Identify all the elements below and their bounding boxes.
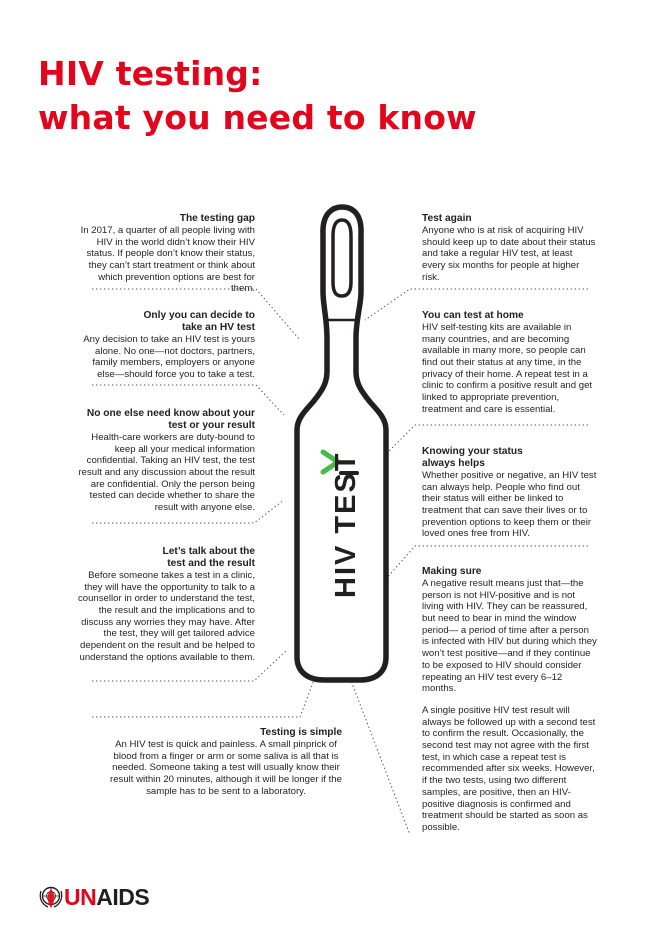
- section-no-one-else: [75, 408, 255, 514]
- device-outline: [297, 207, 386, 680]
- section-body-continued: A single positive HIV test result will always be followed up with a second test to confirm the result. Occasionally, the second test may not agree with the first test, in which case a repeat test is recommended after six weeks. However, if the two tests, using two different samples, are positive, then an HIV-positive diagnosis is confirmed and treatment should be started as soon as possible.: [422, 704, 596, 833]
- section-decide: [75, 310, 255, 381]
- swab-tip-inner: [333, 220, 351, 296]
- section-heading: Only you can decide to take an HV test: [143, 310, 255, 333]
- section-body: Before someone takes a test in a clinic, they will have the opportunity to talk to a counsellor in order to understand the test, the result and the implications and to discuss any worries they may have. After the test, they will get tailored advice dependent on the result and be helped to understand the options available to them.: [77, 569, 255, 663]
- leader-line: [350, 678, 410, 835]
- section-heading: No one else need know about your test or your result: [86, 408, 255, 431]
- title-line-2: what you need to know: [38, 98, 477, 137]
- section-body: Health-care workers are duty-bound to keep all your medical information confidential. Taking an HIV test, the test result and any discussion about the result are confidential. Only the person being tested can decide whether to share the result with anyone else.: [78, 431, 255, 514]
- section-talk: [75, 546, 255, 663]
- section-heading: The testing gap: [179, 213, 255, 224]
- section-heading: Let’s talk about the test and the result: [162, 546, 255, 569]
- device-label: HIV TEST: [330, 451, 362, 598]
- section-body: HIV self-testing kits are available in many countries, and are becoming available in many more, so people can find out their status at any time, in the privacy of their home. A repeat test in a clinic to confirm a positive result and get linked to appropriate prevention, treatment and care is essential.: [422, 321, 593, 415]
- section-heading: Knowing your status always helps: [422, 446, 523, 469]
- section-testing-simple: [110, 727, 342, 797]
- leader-line: [92, 680, 314, 717]
- section-body: Any decision to take an HIV test is yours alone. No one—not doctors, partners, family members, employers or anyone else—should force you to take a test.: [83, 333, 255, 380]
- logo-wordmark: [64, 885, 149, 909]
- section-body: In 2017, a quarter of all people living with HIV in the world didn’t know their HIV status. If people don’t know their status, they can’t start treatment or think about which prevention options are best for them.: [80, 224, 255, 295]
- hiv-test-device: [297, 207, 386, 680]
- section-test-again: [422, 213, 597, 283]
- section-testing-gap: [75, 213, 255, 295]
- unaids-logo: [38, 885, 149, 909]
- section-knowing-status: [422, 446, 597, 540]
- section-test-at-home: [422, 310, 597, 416]
- section-making-sure: [422, 566, 597, 834]
- section-body: Anyone who is at risk of acquiring HIV should keep up to date about their status and take a regular HIV test, at least every six months for people at higher risk.: [422, 224, 596, 283]
- logo-wordmark-suffix: AIDS: [96, 884, 150, 910]
- un-emblem-icon: [38, 885, 64, 909]
- section-body: A negative result means just that—the person is not HIV-positive and is not living with HIV. They can be reassured, but need to bear in mind the window period— a period of time after a person is infected with HIV but during which they won’t test positive—and if they continue to be exposed to HIV should consider repeating an HIV test every 6–12 months.: [422, 577, 597, 695]
- section-body: Whether positive or negative, an HIV test can always help. People who find out their status will either be linked to treatment that can save their lives or to prevention options to keep them or their loved ones free from HIV.: [422, 469, 597, 540]
- logo-wordmark-prefix: UN: [64, 884, 97, 910]
- section-body: An HIV test is quick and painless. A small pinprick of blood from a finger or arm or some saliva is all that is needed. Someone taking a test will usually know their result within 20 minutes, although it will be longer if the sample has to be sent to a laboratory.: [110, 738, 342, 797]
- section-heading: You can test at home: [422, 310, 524, 321]
- section-heading: Testing is simple: [260, 727, 342, 738]
- title-line-1: HIV testing:: [38, 54, 263, 93]
- section-heading: Making sure: [422, 566, 482, 577]
- section-heading: Test again: [422, 213, 472, 224]
